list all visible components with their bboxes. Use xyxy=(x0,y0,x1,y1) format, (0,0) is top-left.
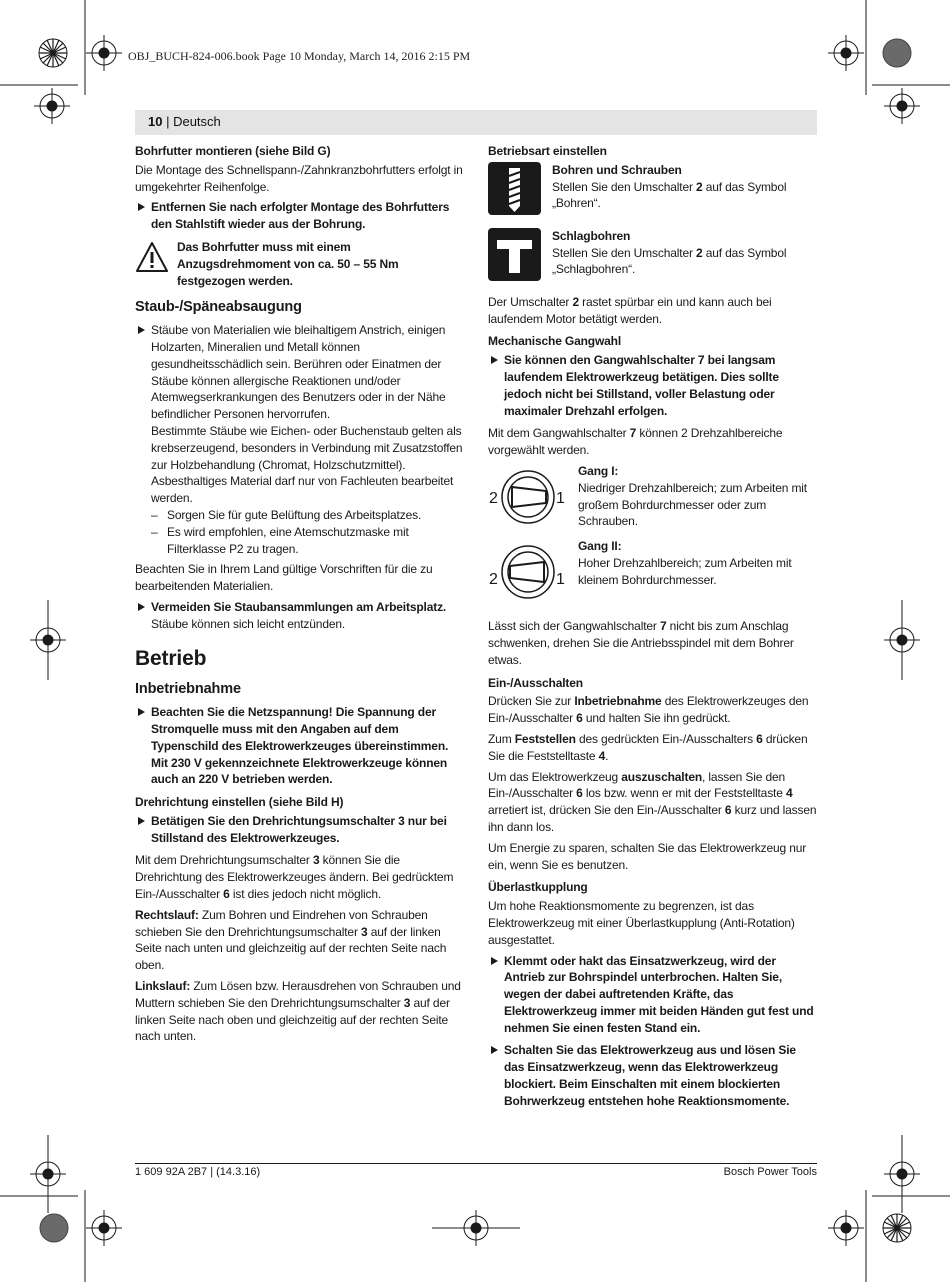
overload-heading: Überlastkupplung xyxy=(488,880,588,895)
drill-title: Bohren und Schrauben xyxy=(552,162,682,177)
overload-bullet: Klemmt oder hakt das Einsatzwerkzeug, wird der Antrieb zur Bohrspindel unterbrochen. Halten Sie, wegen der dabei auftretenden Kräfte, das Elektrowerkzeug immer mit beiden Händen gut fest und nehmen Sie einen festen Stand ein. xyxy=(488,953,818,1037)
triangle-bullet-icon xyxy=(491,957,498,965)
triangle-bullet-icon xyxy=(138,603,145,611)
dial-label-1: 1 xyxy=(556,489,565,507)
operation-heading: Betrieb xyxy=(135,646,207,670)
triangle-bullet-icon xyxy=(138,203,145,211)
mode-hammer xyxy=(488,228,818,284)
hammer-text: Stellen Sie den Umschalter 2 auf das Symbol „Schlagbohren“. xyxy=(552,245,787,277)
doc-number: 1 609 92A 2B7 | (14.3.16) xyxy=(135,1166,261,1178)
footer-rule xyxy=(135,1163,817,1164)
triangle-bullet-icon xyxy=(138,817,145,825)
file-info-header: OBJ_BUCH-824-006.book Page 10 Monday, March 14, 2016 2:15 PM xyxy=(128,49,471,63)
rotation-bullet: Betätigen Sie den Drehrichtungsumschalter 3 nur bei Stillstand des Elektrowerkzeuges. xyxy=(135,813,465,847)
gear-1 xyxy=(488,463,818,530)
overload-text: Um hohe Reaktionsmomente zu begrenzen, ist das Elektrowerkzeug mit einer Überlastkupplung (Anti-Rotation) ausgestattet. xyxy=(488,899,795,947)
on-text: Drücken Sie zur Inbetriebnahme des Elektrowerkzeuges den Ein-/Ausschalter 6 und halten Sie ihn gedrückt. xyxy=(488,694,809,726)
gear-dial-1-icon xyxy=(488,469,570,525)
drill-symbol-icon xyxy=(488,162,541,215)
language-label: Deutsch xyxy=(173,114,221,129)
triangle-bullet-icon xyxy=(138,326,145,334)
off-text: Um das Elektrowerkzeug auszuschalten, lassen Sie den Ein-/Ausschalter 6 los bzw. wenn er mit der Feststelltaste 4 arretiert ist, drücken Sie den Ein-/Ausschalter 6 kurz und lassen ihn dann los. xyxy=(488,769,817,834)
chuck-warning: Das Bohrfutter muss mit einem Anzugsdrehmoment von ca. 50 – 55 Nm festgezogen werden. xyxy=(135,239,465,289)
onoff-heading: Ein-/Ausschalten xyxy=(488,675,583,690)
page-number: 10 xyxy=(148,114,163,129)
gear2-title: Gang II: xyxy=(578,539,622,554)
right-rotation-text: Rechtslauf: Zum Bohren und Eindrehen von Schrauben schieben Sie den Drehrichtungsumschalter 3 auf der linken Seite nach unten und gleichzeitig auf der rechten Seite nach oben. xyxy=(135,907,447,973)
gear2-text: Hoher Drehzahlbereich; zum Arbeiten mit kleinem Bohrdurchmesser. xyxy=(578,555,792,587)
left-rotation-text: Linkslauf: Zum Lösen bzw. Herausdrehen von Schrauben und Muttern schieben Sie den Drehrichtungsumschalter 3 auf der linken Seite nach oben und gleichzeitig auf der rechten Seite nach unten. xyxy=(135,979,461,1044)
gear1-title: Gang I: xyxy=(578,463,619,478)
lock-text: Zum Feststellen des gedrückten Ein-/Ausschalters 6 drücken Sie die Feststelltaste 4. xyxy=(488,731,808,763)
gear-bullet: Sie können den Gangwahlschalter 7 bei langsam laufendem Elektrowerkzeug betätigen. Dies sollte jedoch nicht bei Stillstand, voller Belastung oder maximaler Drehzahl erfolgen. xyxy=(488,352,818,419)
startup-heading: Inbetriebnahme xyxy=(135,681,241,698)
rotation-heading: Drehrichtung einstellen (siehe Bild H) xyxy=(135,795,344,810)
triangle-bullet-icon xyxy=(138,708,145,716)
gear-heading: Mechanische Gangwahl xyxy=(488,334,622,349)
triangle-bullet-icon xyxy=(491,1046,498,1054)
mode-drill xyxy=(488,162,818,218)
left-column xyxy=(135,143,465,1049)
hammer-title: Schlagbohren xyxy=(552,228,631,243)
right-column xyxy=(488,143,818,1116)
warning-triangle-icon xyxy=(135,241,169,273)
band-separator: | xyxy=(162,114,174,129)
dial-label-2: 2 xyxy=(489,489,498,507)
dust-bullet: Stäube von Materialien wie bleihaltigem Anstrich, einigen Holzarten, Mineralien und Metall können gesundheitsschädlich sein. Berühren oder Einatmen der Stäube können allergische Reaktionen und/oder Atemwegserkrankungen des Benutzers oder in der Nähe befindlicher Personen hervorrufen. Bestimmte Stäube wie Eichen- oder Buchenstaub gelten als krebserzeugend, besonders in Verbindung mit Zusatzstoffen zur Holzbehandlung (Chromat, Holzschutzmittel). Asbesthaltiges Material darf nur von Fachleuten bearbeitet werden. xyxy=(135,322,465,507)
hammer-symbol-icon xyxy=(488,228,541,281)
startup-bullet: Beachten Sie die Netzspannung! Die Spannung der Stromquelle muss mit den Angaben auf dem Typenschild des Elektrowerkzeuges übereinstimmen. Mit 230 V gekennzeichnete Elektrowerkzeuge können auch an 220 V betrieben werden. xyxy=(135,704,465,788)
page-band-text xyxy=(148,114,221,129)
gear-text: Mit dem Gangwahlschalter 7 können 2 Drehzahlbereiche vorgewählt werden. xyxy=(488,426,783,458)
dial-label-1: 1 xyxy=(556,571,565,589)
dust-heading: Staub-/Späneabsaugung xyxy=(135,299,302,316)
switch-text: Der Umschalter 2 rastet spürbar ein und kann auch bei laufendem Motor betätigt werden. xyxy=(488,294,772,326)
dust-dash-item: – Es wird empfohlen, eine Atemschutzmaske mit Filterklasse P2 zu tragen. xyxy=(151,524,409,556)
gear1-text: Niedriger Drehzahlbereich; zum Arbeiten mit großem Bohrdurchmesser oder zum Schrauben. xyxy=(578,480,807,529)
dust-dash-item: – Sorgen Sie für gute Belüftung des Arbeitsplatzes. xyxy=(151,507,422,522)
brand-name: Bosch Power Tools xyxy=(723,1166,817,1178)
overload-bullet: Schalten Sie das Elektrowerkzeug aus und lösen Sie das Einsatzwerkzeug, wenn das Elektrowerkzeug blockiert. Beim Einschalten mit einem blockierten Bohrwerkzeug entstehen hohe Reaktionsmomente. xyxy=(488,1042,818,1109)
energy-text: Um Energie zu sparen, schalten Sie das Elektrowerkzeug nur ein, wenn Sie es benutzen. xyxy=(488,840,807,872)
triangle-bullet-icon xyxy=(491,356,498,364)
chuck-text: Die Montage des Schnellspann-/Zahnkranzbohrfutters erfolgt in umgekehrter Reihenfolge. xyxy=(135,162,463,194)
dial-label-2: 2 xyxy=(489,571,498,589)
chuck-heading: Bohrfutter montieren (siehe Bild G) xyxy=(135,144,331,158)
gear-dial-2-icon xyxy=(488,544,570,600)
dust-regulations: Beachten Sie in Ihrem Land gültige Vorschriften für die zu bearbeitenden Materialien. xyxy=(135,562,433,594)
gear-stop-text: Lässt sich der Gangwahlschalter 7 nicht bis zum Anschlag schwenken, drehen Sie die Antriebsspindel mit dem Bohrer etwas. xyxy=(488,619,794,667)
drill-text: Stellen Sie den Umschalter 2 auf das Symbol „Bohren“. xyxy=(552,179,787,211)
rotation-text: Mit dem Drehrichtungsumschalter 3 können Sie die Drehrichtung des Elektrowerkzeuges ändern. Bei gedrücktem Ein-/Ausschalter 6 ist dies jedoch nicht möglich. xyxy=(135,853,454,902)
dust-avoid-bullet: Vermeiden Sie Staubansammlungen am Arbeitsplatz. Stäube können sich leicht entzünden. xyxy=(135,599,465,633)
page-band xyxy=(135,110,817,135)
gear-2 xyxy=(488,538,818,604)
mode-heading: Betriebsart einstellen xyxy=(488,144,607,158)
chuck-bullet: Entfernen Sie nach erfolgter Montage des Bohrfutters den Stahlstift wieder aus der Bohrung. xyxy=(135,199,465,233)
